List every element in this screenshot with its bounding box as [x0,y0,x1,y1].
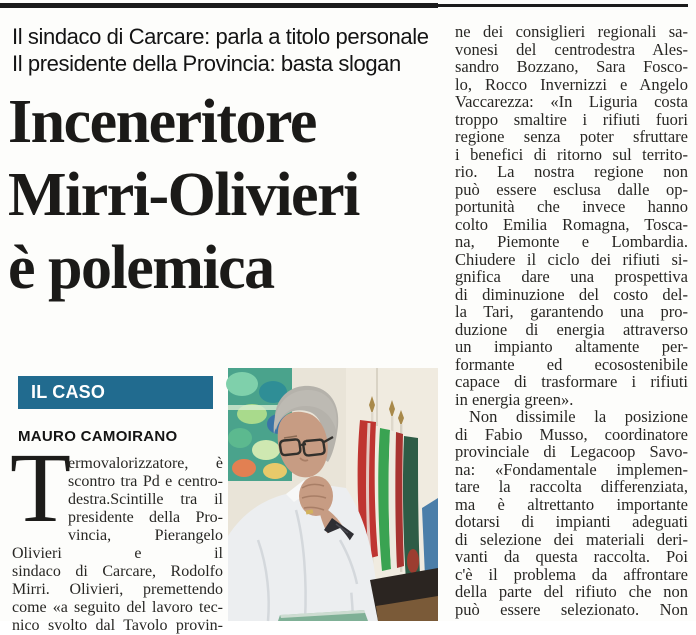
text-line: na: «Fondamentale implemen- [455,459,688,479]
text-line: ma è altrettanto importante [455,494,688,514]
text-line: un impianto altamente per- [455,337,688,356]
text-line: capace di trasformare i rifiuti [455,372,688,391]
text-line: ermovalorizzatore, è [68,455,223,472]
top-rule-left [0,3,438,8]
text-line: lo, Rocco Invernizzi e Angelo [455,74,688,94]
text-line: vincia, Pierangelo Olivieri e il [12,527,223,562]
text-line: Mirri. Olivieri, premettendo [12,581,223,598]
text-line: colto Emilia Romagna, Tosca- [455,214,688,234]
kicker-line-2: Il presidente della Provincia: basta slogan [12,51,401,76]
text-line: destra.Scintille tra il [68,491,223,508]
text-line: può essere esclusa dalle op- [455,179,688,199]
text-line: c'è il problema da affrontare [455,564,688,584]
text-line: vanti da questa raccolta. Poi [455,547,688,566]
text-line: rio. La nostra regione non [455,162,688,181]
article-column-right [455,23,688,618]
text-line: troppo smaltire i rifiuti fuori [455,109,688,129]
text-line: vonesi del centrodestra Ales- [455,39,688,59]
text-line: Chiudere il ciclo dei rifiuti si- [455,249,688,269]
article-column-left [12,455,223,635]
flag-dark-green [403,436,420,580]
text-line: Vaccarezza: «In Liguria costa [455,92,688,111]
text-line: duzione di energia attraverso [455,319,688,339]
article-photo [228,368,438,621]
text-line: portunità che invece hanno [455,197,688,216]
text-line: di Fabio Musso, coordinatore [455,424,688,444]
hand-on-chin [299,476,333,516]
section-label: IL CASO [31,382,106,402]
photo-illustration [228,368,438,621]
text-line: ne dei consiglieri regionali sa- [455,22,688,41]
text-line: gnifica dare una prospettiva [455,267,688,286]
text-line: può essere selezionato. Non [455,599,688,619]
text-line: come «a seguito del lavoro tec- [12,599,223,616]
text-line: la Tari, garantendo una pro- [455,302,688,321]
text-line: sindaco di Carcare, Rodolfo [12,563,223,580]
text-line: dotarsi di impianti adeguati [455,512,688,531]
text-line: in energia green». [455,389,574,409]
kicker [12,23,442,77]
headline [8,86,448,305]
drop-cap-spacer [12,455,68,529]
text-line: i benefici di ritorno sul territo- [455,144,688,164]
text-line: sandro Bozzano, Sara Fosco- [455,57,688,76]
top-rule-right [438,4,688,7]
text-line: di diminuzione del costo del- [455,284,688,304]
photo-wall-corner [376,368,378,426]
text-line: regione senza poter sfruttare [455,127,688,146]
drop-cap: T [10,432,72,543]
section-label-box [18,376,213,409]
headline-line-1: Inceneritore [8,88,316,156]
flag-italy [378,428,404,571]
text-line: provinciale di Legacoop Savo- [455,442,688,461]
text-line: na, Piemonte e Lombardia. [455,232,688,251]
byline: MAURO CAMOIRANO [18,428,178,445]
text-line: scontro tra Pd e centro- [68,473,223,490]
text-line: formante ed ecosostenibile [455,354,688,374]
kicker-line-1: Il sindaco di Carcare: parla a titolo personale [12,24,429,49]
headline-line-3: è polemica [8,234,274,302]
text-line: di selezione dei materiali deri- [455,529,688,549]
text-line: presidente della Pro- [68,509,223,526]
text-line: tare la raccolta differenziata, [455,477,688,496]
text-line: della parte del rifiuto che non [455,582,688,601]
text-line: nico svolto dal Tavolo provin- [12,617,223,634]
text-line: Non dissimile la posizione [469,407,688,426]
article-text-right [455,23,688,618]
headline-line-2: Mirri-Olivieri [8,161,359,229]
